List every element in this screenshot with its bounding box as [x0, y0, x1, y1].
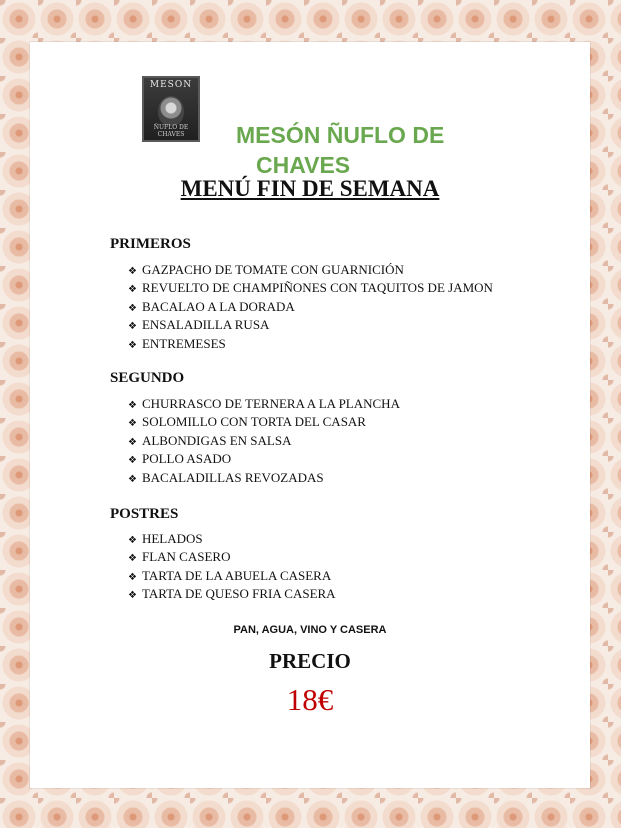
diamond-bullet-icon: ❖: [128, 284, 137, 296]
diamond-bullet-icon: ❖: [128, 590, 137, 602]
section-heading-primeros: PRIMEROS: [110, 236, 191, 252]
menu-title: MENÚ FIN DE SEMANA: [180, 176, 440, 201]
list-item: ❖ ENSALADILLA RUSA: [128, 317, 270, 333]
diamond-bullet-icon: ❖: [128, 339, 137, 351]
diamond-bullet-icon: ❖: [128, 535, 137, 546]
included-extras: PAN, AGUA, VINO Y CASERA: [233, 624, 387, 636]
diamond-bullet-icon: ❖: [128, 571, 137, 583]
section-heading-segundo: SEGUNDO: [110, 370, 185, 386]
logo-top-text: MESON: [149, 80, 193, 90]
restaurant-logo: [142, 76, 200, 142]
list-item: ❖ ENTREMESES: [128, 335, 226, 351]
list-item: ❖ ALBONDIGAS EN SALSA: [128, 432, 292, 448]
list-item: ❖ POLLO ASADO: [128, 451, 232, 467]
restaurant-name-line2: CHAVES: [256, 152, 351, 178]
diamond-bullet-icon: ❖: [128, 418, 137, 430]
diamond-bullet-icon: ❖: [128, 455, 137, 467]
menu-page: [30, 42, 590, 788]
diamond-bullet-icon: ❖: [128, 266, 137, 277]
section-list-postres: [128, 531, 336, 605]
diamond-bullet-icon: ❖: [128, 400, 137, 411]
price-label: PRECIO: [269, 649, 351, 673]
list-item: ❖ HELADOS: [128, 531, 203, 546]
list-item: ❖ GAZPACHO DE TOMATE CON GUARNICIÓN: [128, 262, 404, 277]
list-item: ❖ BACALAO A LA DORADA: [128, 298, 295, 314]
list-item: ❖ FLAN CASERO: [128, 549, 231, 565]
list-item: ❖ TARTA DE QUESO FRIA CASERA: [128, 586, 336, 602]
list-item: ❖ CHURRASCO DE TERNERA A LA PLANCHA: [128, 396, 400, 411]
logo-bottom-text: ÑUFLO DE CHAVES: [153, 124, 189, 138]
diamond-bullet-icon: ❖: [128, 321, 137, 333]
restaurant-name-line1: MESÓN ÑUFLO DE: [236, 122, 445, 148]
section-list-primeros: [128, 262, 493, 354]
diamond-bullet-icon: ❖: [128, 302, 137, 314]
diamond-bullet-icon: ❖: [128, 553, 137, 565]
portrait-icon: [158, 96, 184, 126]
list-item: ❖ SOLOMILLO CON TORTA DEL CASAR: [128, 414, 366, 430]
diamond-bullet-icon: ❖: [128, 473, 137, 485]
price-value: 18€: [286, 682, 334, 717]
list-item: ❖ BACALADILLAS REVOZADAS: [128, 469, 324, 485]
restaurant-name: [236, 120, 496, 180]
section-list-segundo: [128, 396, 400, 488]
list-item: ❖ TARTA DE LA ABUELA CASERA: [128, 567, 332, 583]
diamond-bullet-icon: ❖: [128, 436, 137, 448]
section-heading-postres: POSTRES: [110, 506, 179, 522]
list-item: ❖ REVUELTO DE CHAMPIÑONES CON TAQUITOS DE JAMON: [128, 280, 493, 296]
